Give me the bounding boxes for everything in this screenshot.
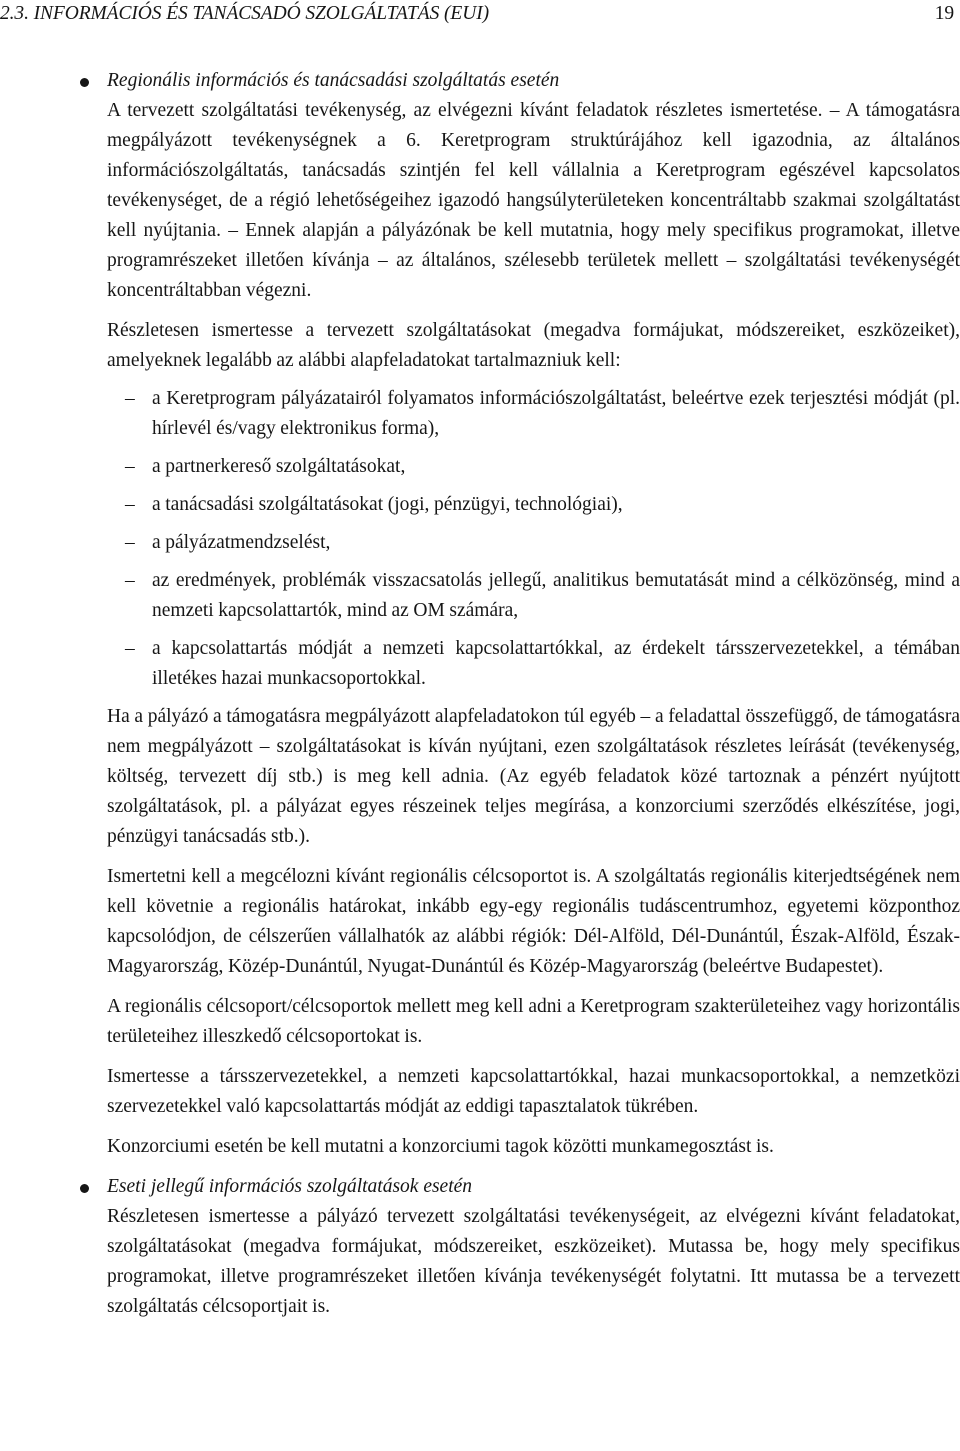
list-item: – az eredmények, problémák visszacsatolás jellegű, analitikus bemutatását mind a célközönség, mind a nemzeti kapcsolattartók, mind az OM számára, (107, 566, 960, 626)
running-header (0, 3, 960, 33)
task-list (107, 384, 960, 694)
paragraph: A tervezett szolgáltatási tevékenység, az elvégezni kívánt feladatok részletes ismertetése. – A támogatásra megpályázott tevékenységnek a 6. Keretprogram struktúrájához kell igazodnia, az általános információszolgáltatás, tanácsadás szintjén fel kell vállalnia a Keretprogram egészével kapcsolatos tevékenységet, de a régió lehetőségeihez igazodó hangsúlyterületeken koncentráltabb szakmai szolgáltatást kell nyújtania. – Ennek alapján a pályázónak be kell mutatnia, hogy mely specifikus programokat, illetve programrészeket illetően kívánja – az általános, szélesebb területek mellett – szolgáltatási tevékenységét koncentráltabban végezni. (107, 100, 960, 301)
list-item: – a pályázatmendzselést, (107, 528, 960, 558)
paragraph: Konzorciumi esetén be kell mutatni a konzorciumi tagok közötti munkamegosztást is. (107, 1136, 774, 1157)
dash-icon: – (125, 638, 135, 659)
dash-icon: – (125, 494, 135, 515)
page-number: 19 (934, 3, 954, 24)
bullet-icon (80, 78, 89, 87)
dash-icon: – (125, 532, 135, 553)
paragraph: Részletesen ismertesse a tervezett szolgáltatásokat (megadva formájukat, módszereiket, eszközeiket), amelyeknek legalább az alábbi alapfeladatokat tartalmazniuk kell: (107, 320, 960, 371)
header-title: 2.3. INFORMÁCIÓS ÉS TANÁCSADÓ SZOLGÁLTATÁS (EUI) (0, 3, 489, 24)
list-item: – a Keretprogram pályázatairól folyamatos információszolgáltatást, beleértve ezek terjesztési módját (pl. hírlevél és/vagy elektronikus forma), (107, 384, 960, 444)
list-item: – a tanácsadási szolgáltatásokat (jogi, pénzügyi, technológiai), (107, 490, 960, 520)
section-adhoc (0, 1172, 960, 1322)
section-heading: Regionális információs és tanácsadási szolgáltatás esetén (107, 70, 560, 91)
dash-icon: – (125, 570, 135, 591)
dash-icon: – (125, 388, 135, 409)
list-item: – a partnerkereső szolgáltatásokat, (107, 452, 960, 482)
paragraph: Ismertetni kell a megcélozni kívánt regionális célcsoportot is. A szolgáltatás regionális kiterjedtségének nem kell követnie a regionális határokat, inkább egy-egy regionális tudáscentrumhoz, egyetemi központhoz kapcsolódjon, de célszerűen vállalhatók az alábbi régiók: Dél-Alföld, Dél-Dunántúl, Észak-Alföld, Észak-Magyarország, Közép-Dunántúl, Nyugat-Dunántúl és Közép-Magyarország (beleértve Budapestet). (107, 866, 960, 977)
paragraph: Részletesen ismertesse a pályázó tervezett szolgáltatási tevékenységeit, az elvégezni kívánt feladatokat, szolgáltatásokat (megadva formájukat, módszereiket, eszközeiket). Mutassa be, hogy mely specifikus programokat, illetve programrészeket illetően kívánja tevékenységét folytatni. Itt mutassa be a tervezett szolgáltatás célcsoportjait is. (107, 1206, 960, 1317)
list-item: – a kapcsolattartás módját a nemzeti kapcsolattartókkal, az érdekelt társszervezetekkel, a témában illetékes hazai munkacsoportokkal. (107, 634, 960, 694)
paragraph: A regionális célcsoport/célcsoportok mellett meg kell adni a Keretprogram szakterületeihez vagy horizontális területeihez illeszkedő célcsoportokat is. (107, 996, 960, 1047)
paragraph: Ha a pályázó a támogatásra megpályázott alapfeladatokon túl egyéb – a feladattal összefüggő, de támogatásra nem megpályázott – szolgáltatásokat is kíván nyújtani, ezen szolgáltatások részletes leírását (tevékenység, költség, tervezett díj stb.) is meg kell adnia. (Az egyéb feladatok közé tartoznak a pénzért nyújtott szolgáltatások, pl. a pályázat egyes részeinek teljes megírása, a konzorciumi szerződés elkészítése, jogi, pénzügyi tanácsadás stb.). (107, 706, 960, 847)
bullet-icon (80, 1184, 89, 1193)
section-heading: Eseti jellegű információs szolgáltatások esetén (107, 1176, 473, 1197)
document-body (0, 66, 960, 1322)
section-regional (0, 66, 960, 1162)
paragraph: Ismertesse a társszervezetekkel, a nemzeti kapcsolattartókkal, hazai munkacsoportokkal, a nemzetközi szervezetekkel való kapcsolattartás módját az eddigi tapasztalatok tükrében. (107, 1066, 960, 1117)
dash-icon: – (125, 456, 135, 477)
